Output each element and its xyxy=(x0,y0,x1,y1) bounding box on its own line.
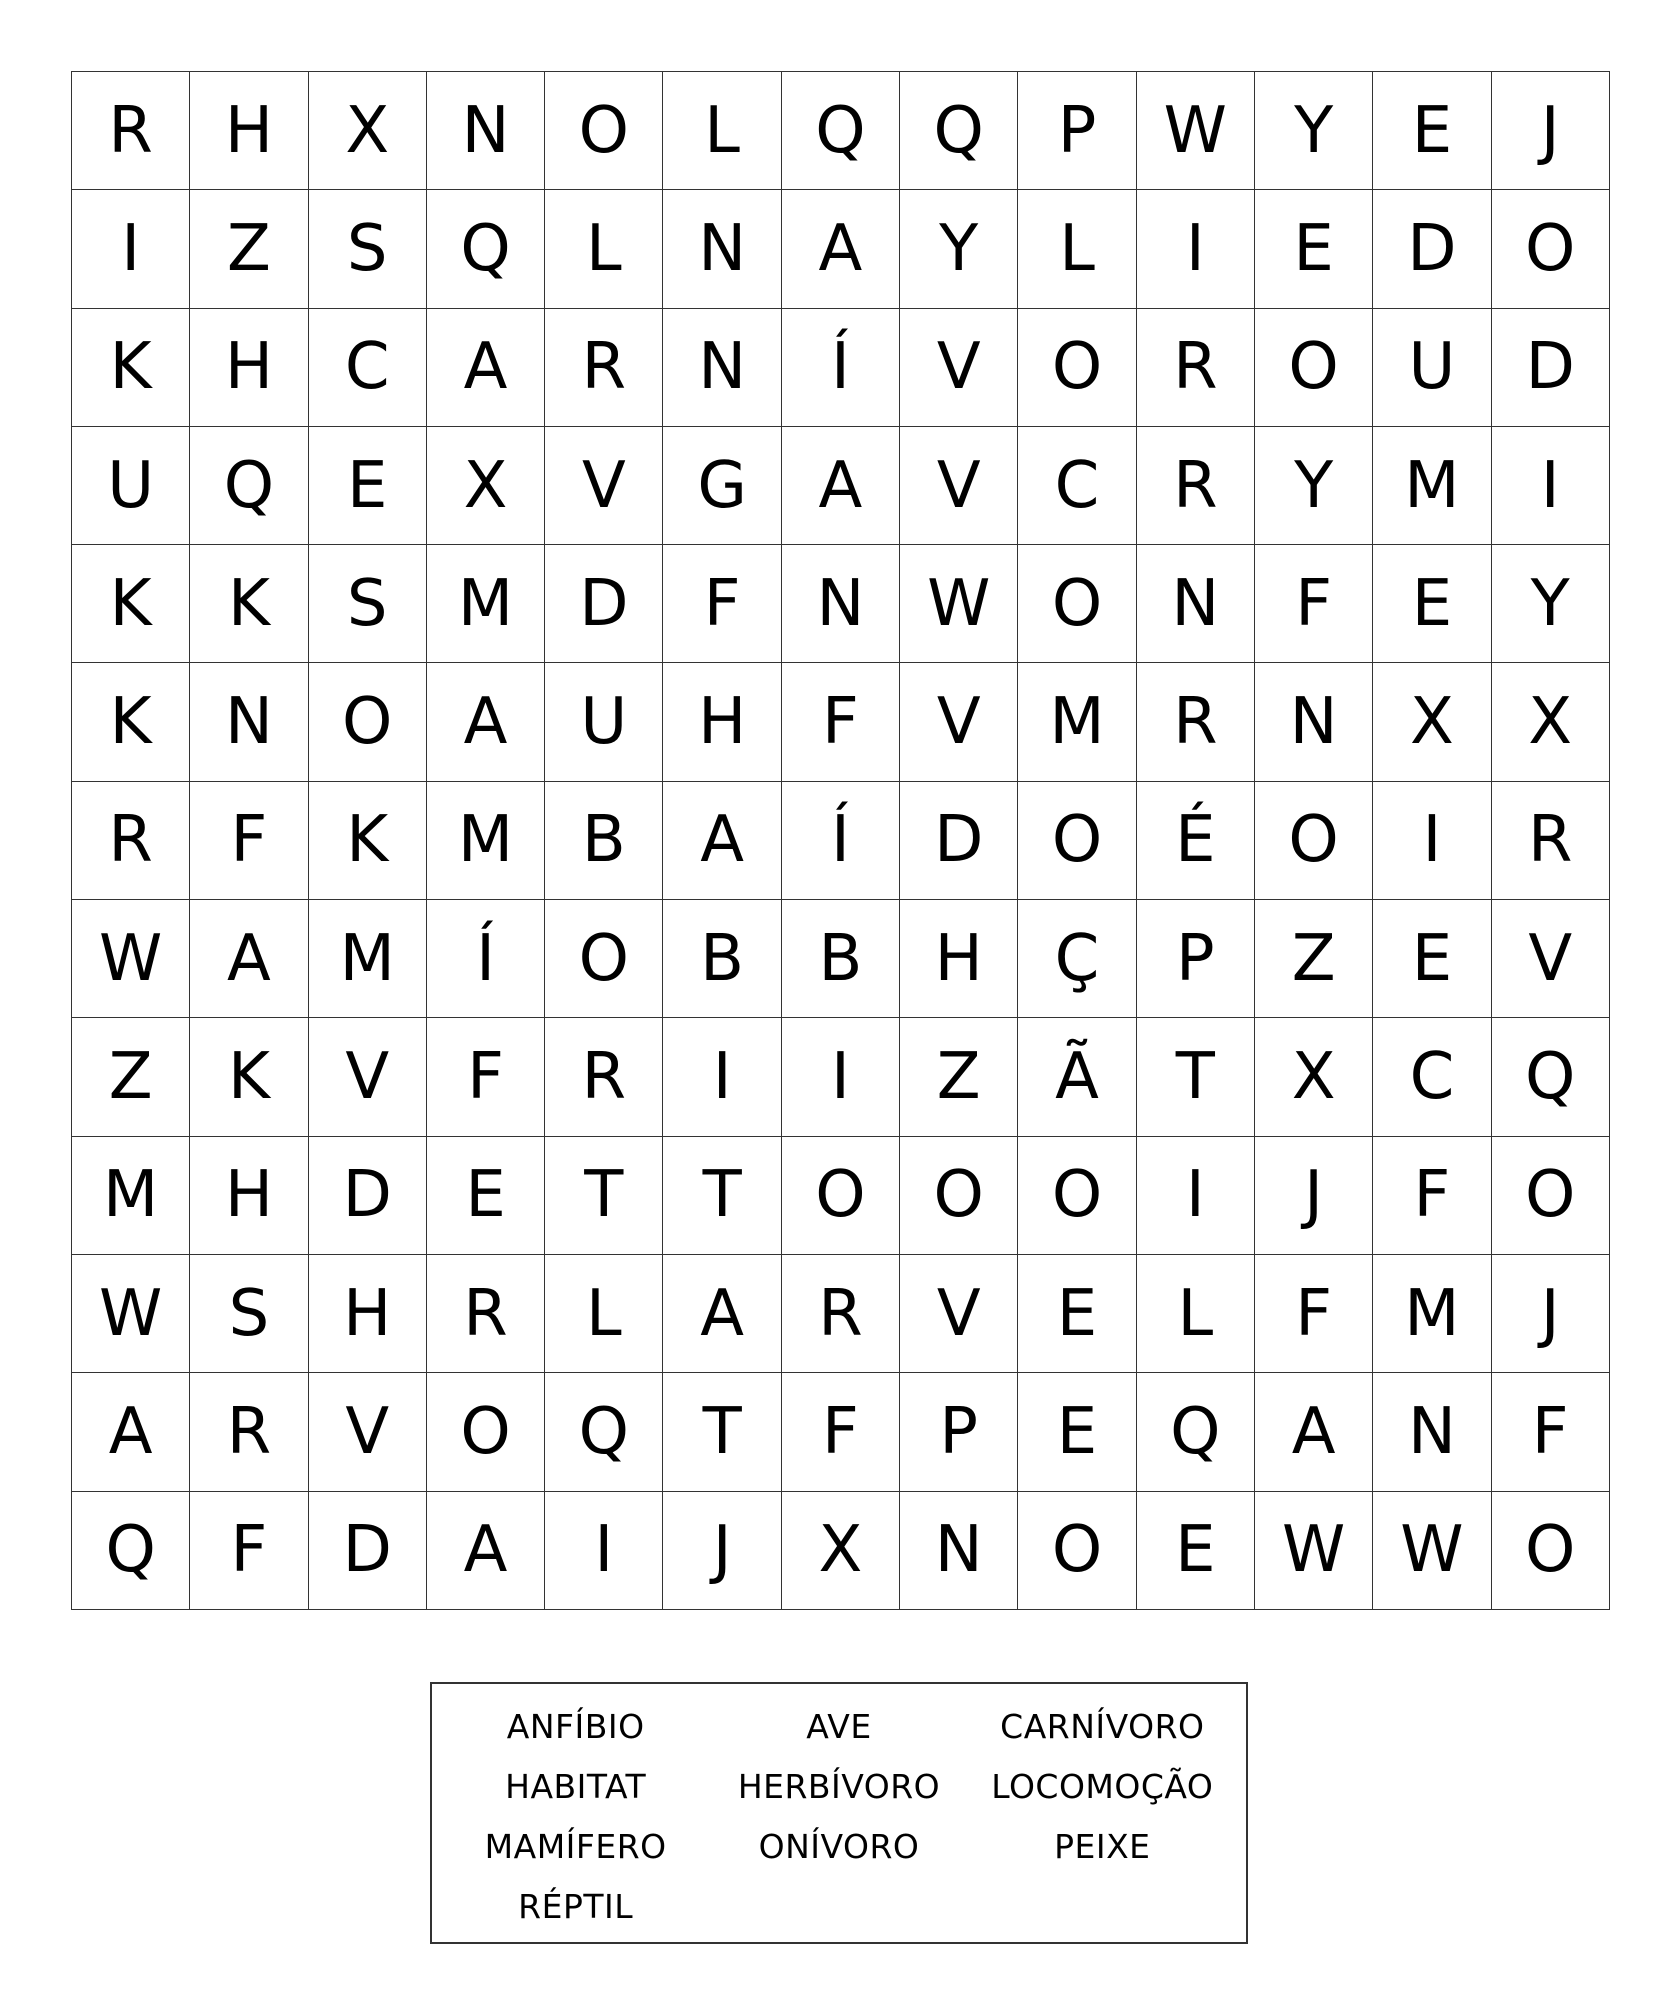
grid-cell[interactable]: N xyxy=(663,309,781,427)
grid-cell[interactable]: X xyxy=(782,1492,900,1610)
grid-cell[interactable]: N xyxy=(663,190,781,308)
grid-cell[interactable]: N xyxy=(900,1492,1018,1610)
grid-cell[interactable]: Z xyxy=(190,190,308,308)
grid-cell[interactable]: D xyxy=(1492,309,1610,427)
grid-cell[interactable]: R xyxy=(1492,782,1610,900)
grid-cell[interactable]: R xyxy=(72,72,190,190)
grid-cell[interactable]: Q xyxy=(782,72,900,190)
grid-cell[interactable]: Ã xyxy=(1018,1018,1136,1136)
grid-cell[interactable]: P xyxy=(1137,900,1255,1018)
grid-cell[interactable]: K xyxy=(72,309,190,427)
grid-cell[interactable]: F xyxy=(190,1492,308,1610)
grid-cell[interactable]: O xyxy=(1018,1492,1136,1610)
grid-cell[interactable]: A xyxy=(190,900,308,1018)
grid-cell[interactable]: O xyxy=(900,1137,1018,1255)
grid-cell[interactable]: Y xyxy=(900,190,1018,308)
grid-cell[interactable]: A xyxy=(663,1255,781,1373)
grid-cell[interactable]: G xyxy=(663,427,781,545)
grid-cell[interactable]: O xyxy=(1255,782,1373,900)
grid-cell[interactable]: Y xyxy=(1255,427,1373,545)
grid-cell[interactable]: O xyxy=(1018,782,1136,900)
grid-cell[interactable]: R xyxy=(545,1018,663,1136)
grid-cell[interactable]: I xyxy=(1137,1137,1255,1255)
grid-cell[interactable]: E xyxy=(427,1137,545,1255)
grid-cell[interactable]: L xyxy=(663,72,781,190)
grid-cell[interactable]: X xyxy=(309,72,427,190)
grid-cell[interactable]: F xyxy=(1492,1373,1610,1491)
grid-cell[interactable]: R xyxy=(427,1255,545,1373)
grid-cell[interactable]: M xyxy=(427,545,545,663)
grid-cell[interactable]: Y xyxy=(1255,72,1373,190)
grid-cell[interactable]: E xyxy=(1373,545,1491,663)
grid-cell[interactable]: Q xyxy=(1492,1018,1610,1136)
grid-cell[interactable]: Q xyxy=(900,72,1018,190)
grid-cell[interactable]: F xyxy=(427,1018,545,1136)
grid-cell[interactable]: E xyxy=(1018,1373,1136,1491)
grid-cell[interactable]: F xyxy=(663,545,781,663)
grid-cell[interactable]: A xyxy=(427,309,545,427)
word-bank-item: CARNÍVORO xyxy=(1000,1706,1205,1746)
grid-cell[interactable]: O xyxy=(1492,1137,1610,1255)
grid-cell[interactable]: J xyxy=(1492,72,1610,190)
grid-cell[interactable]: L xyxy=(545,1255,663,1373)
word-bank-item: ANFÍBIO xyxy=(506,1706,645,1746)
grid-cell[interactable]: M xyxy=(72,1137,190,1255)
grid-cell[interactable]: I xyxy=(663,1018,781,1136)
grid-cell[interactable]: P xyxy=(900,1373,1018,1491)
grid-cell[interactable]: V xyxy=(900,309,1018,427)
grid-cell[interactable]: O xyxy=(1255,309,1373,427)
grid-cell[interactable]: R xyxy=(1137,663,1255,781)
grid-cell[interactable]: N xyxy=(427,72,545,190)
grid-cell[interactable]: V xyxy=(1492,900,1610,1018)
grid-cell[interactable]: A xyxy=(427,1492,545,1610)
grid-cell[interactable]: Z xyxy=(72,1018,190,1136)
grid-cell[interactable]: O xyxy=(1018,1137,1136,1255)
grid-cell[interactable]: F xyxy=(782,663,900,781)
grid-cell[interactable]: I xyxy=(782,1018,900,1136)
grid-cell[interactable]: O xyxy=(1492,1492,1610,1610)
grid-cell[interactable]: O xyxy=(545,72,663,190)
grid-cell[interactable]: A xyxy=(782,427,900,545)
word-bank xyxy=(430,1682,1248,1944)
grid-cell[interactable]: W xyxy=(900,545,1018,663)
grid-cell[interactable]: O xyxy=(1018,309,1136,427)
word-bank-item: HERBÍVORO xyxy=(737,1766,941,1806)
grid-cell[interactable]: O xyxy=(545,900,663,1018)
grid-cell[interactable]: D xyxy=(545,545,663,663)
grid-cell[interactable]: H xyxy=(190,72,308,190)
grid-cell[interactable]: L xyxy=(1137,1255,1255,1373)
grid-cell[interactable]: I xyxy=(1137,190,1255,308)
word-bank-item: LOCOMOÇÃO xyxy=(991,1766,1214,1806)
grid-cell[interactable]: E xyxy=(309,427,427,545)
grid-cell[interactable]: X xyxy=(1255,1018,1373,1136)
grid-cell[interactable]: Y xyxy=(1492,545,1610,663)
grid-cell[interactable]: J xyxy=(663,1492,781,1610)
grid-cell[interactable]: I xyxy=(1373,782,1491,900)
grid-cell[interactable]: S xyxy=(309,190,427,308)
grid-cell[interactable]: M xyxy=(1373,427,1491,545)
grid-cell[interactable]: W xyxy=(1373,1492,1491,1610)
grid-cell[interactable]: L xyxy=(1018,190,1136,308)
grid-cell[interactable]: U xyxy=(545,663,663,781)
grid-cell[interactable]: I xyxy=(72,190,190,308)
grid-cell[interactable]: A xyxy=(663,782,781,900)
grid-cell[interactable]: E xyxy=(1137,1492,1255,1610)
grid-cell[interactable]: H xyxy=(190,309,308,427)
grid-cell[interactable]: R xyxy=(72,782,190,900)
grid-cell[interactable]: V xyxy=(900,427,1018,545)
word-bank-item: AVE xyxy=(806,1706,872,1746)
grid-cell[interactable]: R xyxy=(190,1373,308,1491)
grid-cell[interactable]: Q xyxy=(1137,1373,1255,1491)
grid-cell[interactable]: R xyxy=(1137,309,1255,427)
grid-cell[interactable]: K xyxy=(190,1018,308,1136)
grid-cell[interactable]: Í xyxy=(782,782,900,900)
grid-cell[interactable]: V xyxy=(900,1255,1018,1373)
grid-cell[interactable]: V xyxy=(309,1018,427,1136)
grid-cell[interactable]: O xyxy=(309,663,427,781)
grid-cell[interactable]: O xyxy=(782,1137,900,1255)
grid-cell[interactable]: W xyxy=(72,1255,190,1373)
grid-cell[interactable]: K xyxy=(309,782,427,900)
grid-cell[interactable]: K xyxy=(72,663,190,781)
grid-cell[interactable]: B xyxy=(663,900,781,1018)
grid-cell[interactable]: I xyxy=(545,1492,663,1610)
grid-cell[interactable]: H xyxy=(190,1137,308,1255)
grid-cell[interactable]: T xyxy=(545,1137,663,1255)
grid-cell[interactable]: R xyxy=(545,309,663,427)
grid-cell[interactable]: Í xyxy=(782,309,900,427)
grid-cell[interactable]: T xyxy=(1137,1018,1255,1136)
grid-cell[interactable]: N xyxy=(1373,1373,1491,1491)
grid-cell[interactable]: X xyxy=(427,427,545,545)
grid-cell[interactable]: N xyxy=(782,545,900,663)
grid-cell[interactable]: H xyxy=(663,663,781,781)
grid-cell[interactable]: D xyxy=(309,1492,427,1610)
grid-cell[interactable]: F xyxy=(1255,545,1373,663)
grid-cell[interactable]: X xyxy=(1492,663,1610,781)
grid-cell[interactable]: N xyxy=(190,663,308,781)
grid-cell[interactable]: J xyxy=(1255,1137,1373,1255)
grid-cell[interactable]: M xyxy=(309,900,427,1018)
grid-cell[interactable]: T xyxy=(663,1373,781,1491)
grid-cell[interactable]: O xyxy=(1018,545,1136,663)
grid-cell[interactable]: F xyxy=(1255,1255,1373,1373)
word-search-grid xyxy=(71,71,1610,1610)
grid-cell[interactable]: J xyxy=(1492,1255,1610,1373)
grid-cell[interactable]: W xyxy=(1137,72,1255,190)
grid-cell[interactable]: F xyxy=(1373,1137,1491,1255)
grid-cell[interactable]: Q xyxy=(427,190,545,308)
grid-cell[interactable]: Z xyxy=(900,1018,1018,1136)
grid-cell[interactable]: R xyxy=(1137,427,1255,545)
grid-cell[interactable]: D xyxy=(900,782,1018,900)
word-bank-item: MAMÍFERO xyxy=(484,1826,667,1866)
grid-cell[interactable]: F xyxy=(782,1373,900,1491)
grid-cell[interactable]: D xyxy=(309,1137,427,1255)
grid-cell[interactable]: É xyxy=(1137,782,1255,900)
grid-cell[interactable]: Q xyxy=(190,427,308,545)
grid-cell[interactable]: W xyxy=(1255,1492,1373,1610)
grid-cell[interactable]: B xyxy=(782,900,900,1018)
word-bank-item: ONÍVORO xyxy=(758,1826,920,1866)
word-bank-item: RÉPTIL xyxy=(518,1886,634,1926)
grid-cell[interactable]: H xyxy=(900,900,1018,1018)
grid-cell[interactable]: E xyxy=(1373,72,1491,190)
grid-cell[interactable]: C xyxy=(1018,427,1136,545)
grid-cell[interactable]: R xyxy=(782,1255,900,1373)
grid-cell[interactable]: N xyxy=(1255,663,1373,781)
grid-cell[interactable]: Ç xyxy=(1018,900,1136,1018)
grid-cell[interactable]: Q xyxy=(545,1373,663,1491)
grid-cell[interactable]: E xyxy=(1018,1255,1136,1373)
grid-cell[interactable]: M xyxy=(1373,1255,1491,1373)
grid-cell[interactable]: D xyxy=(1373,190,1491,308)
grid-cell[interactable]: E xyxy=(1373,900,1491,1018)
grid-cell[interactable]: T xyxy=(663,1137,781,1255)
grid-cell[interactable]: F xyxy=(190,782,308,900)
grid-cell[interactable]: O xyxy=(427,1373,545,1491)
grid-cell[interactable]: U xyxy=(1373,309,1491,427)
grid-cell[interactable]: V xyxy=(900,663,1018,781)
grid-cell[interactable]: A xyxy=(427,663,545,781)
grid-cell[interactable]: L xyxy=(545,190,663,308)
grid-cell[interactable]: U xyxy=(72,427,190,545)
grid-cell[interactable]: V xyxy=(545,427,663,545)
word-bank-item: PEIXE xyxy=(1054,1826,1151,1866)
grid-cell[interactable]: C xyxy=(309,309,427,427)
grid-cell[interactable]: N xyxy=(1137,545,1255,663)
grid-cell[interactable]: P xyxy=(1018,72,1136,190)
grid-cell[interactable]: O xyxy=(1492,190,1610,308)
grid-cell[interactable]: A xyxy=(782,190,900,308)
grid-cell[interactable]: E xyxy=(1255,190,1373,308)
grid-cell[interactable]: K xyxy=(72,545,190,663)
grid-cell[interactable]: S xyxy=(190,1255,308,1373)
word-bank-item: HABITAT xyxy=(505,1766,647,1806)
grid-cell[interactable]: S xyxy=(309,545,427,663)
grid-cell[interactable]: M xyxy=(1018,663,1136,781)
grid-cell[interactable]: A xyxy=(72,1373,190,1491)
grid-cell[interactable]: C xyxy=(1373,1018,1491,1136)
grid-cell[interactable]: A xyxy=(1255,1373,1373,1491)
grid-cell[interactable]: Q xyxy=(72,1492,190,1610)
grid-cell[interactable]: Z xyxy=(1255,900,1373,1018)
grid-cell[interactable]: V xyxy=(309,1373,427,1491)
grid-cell[interactable]: W xyxy=(72,900,190,1018)
grid-cell[interactable]: Í xyxy=(427,900,545,1018)
grid-cell[interactable]: B xyxy=(545,782,663,900)
grid-cell[interactable]: X xyxy=(1373,663,1491,781)
grid-cell[interactable]: I xyxy=(1492,427,1610,545)
grid-cell[interactable]: K xyxy=(190,545,308,663)
grid-cell[interactable]: M xyxy=(427,782,545,900)
grid-cell[interactable]: H xyxy=(309,1255,427,1373)
